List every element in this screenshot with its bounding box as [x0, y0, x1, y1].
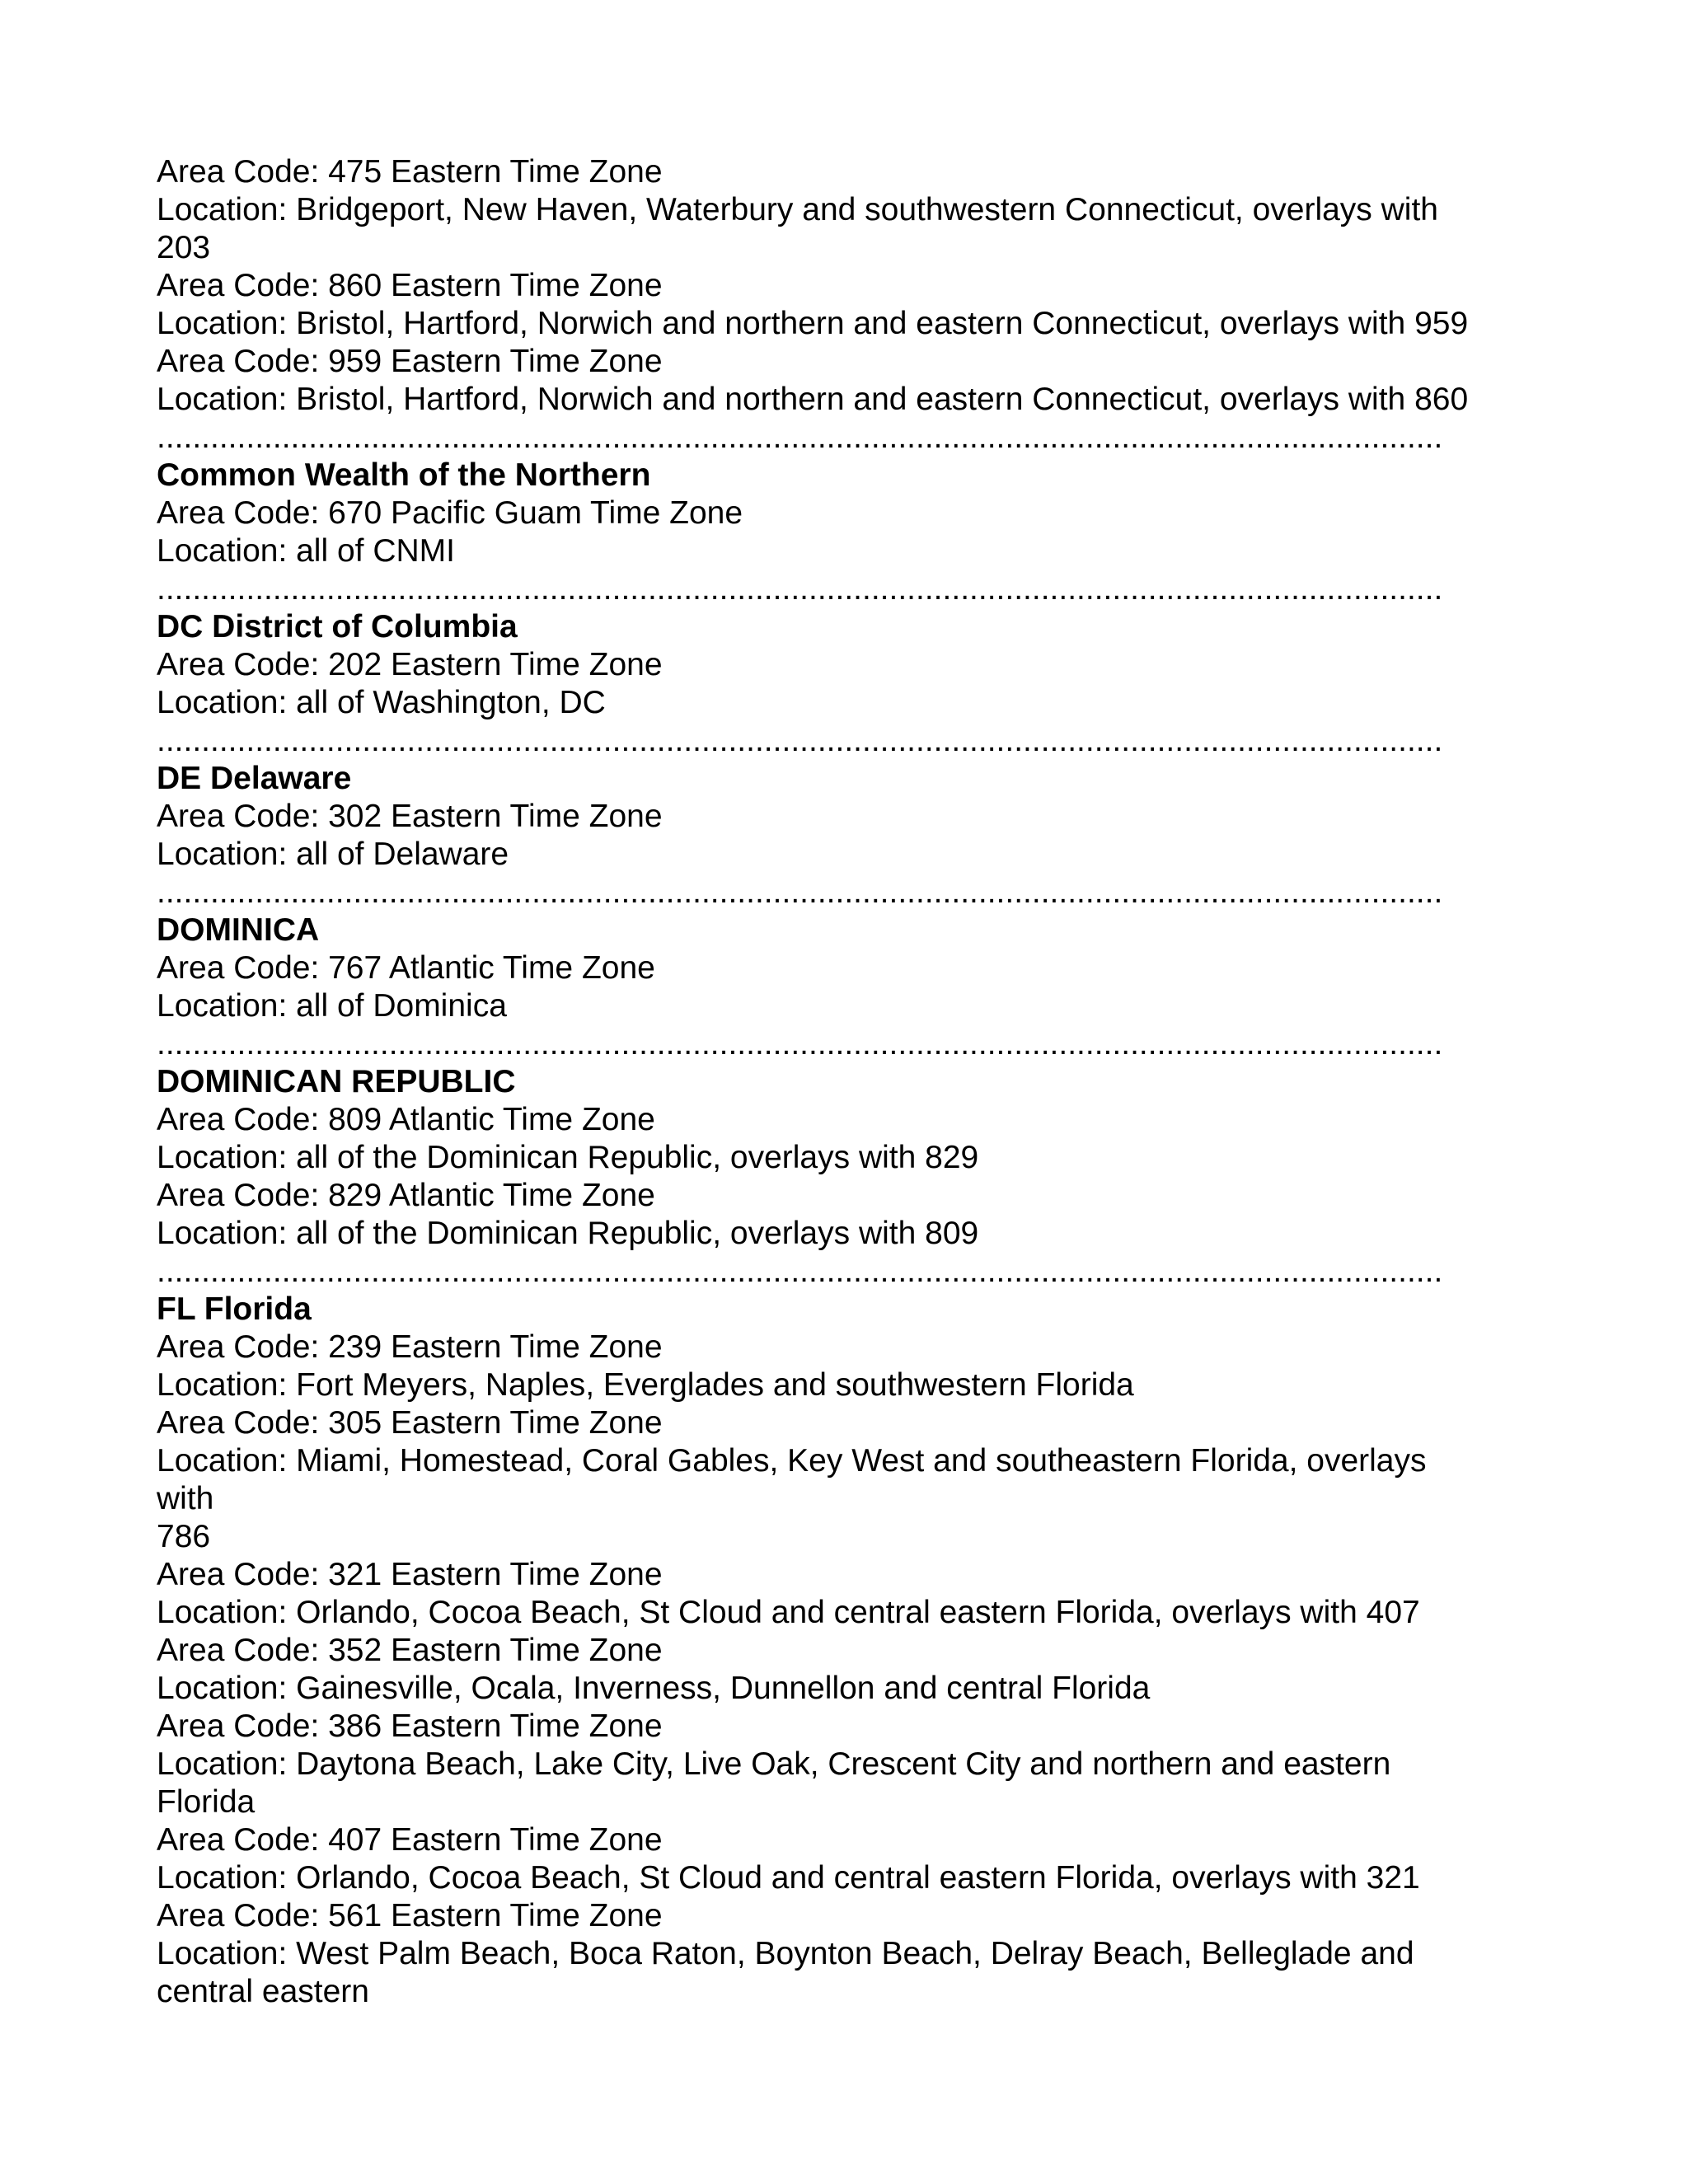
location-line: Location: Bristol, Hartford, Norwich and northern and eastern Connecticut, overlays with 860	[157, 382, 1469, 417]
location-line: Location: Orlando, Cocoa Beach, St Cloud and central eastern Florida, overlays with 321	[157, 1860, 1420, 1896]
location-line: Location: Gainesville, Ocala, Inverness, Dunnellon and central Florida	[157, 1671, 1151, 1706]
continuation-line: 786	[157, 1519, 211, 1554]
area-code-line: Area Code: 305 Eastern Time Zone	[157, 1405, 663, 1441]
location-line: Location: all of Delaware	[157, 837, 509, 872]
area-code-line: Area Code: 561 Eastern Time Zone	[157, 1898, 663, 1933]
area-code-line: Area Code: 302 Eastern Time Zone	[157, 799, 663, 834]
section-heading: DC District of Columbia	[157, 609, 518, 644]
section-separator: ................................................................................................................................................	[157, 419, 1443, 455]
continuation-line: 203	[157, 230, 211, 265]
area-code-line: Area Code: 407 Eastern Time Zone	[157, 1822, 663, 1858]
location-line: Location: all of Dominica	[157, 988, 507, 1024]
location-line: Location: all of CNMI	[157, 533, 455, 569]
area-code-line: Area Code: 670 Pacific Guam Time Zone	[157, 495, 743, 531]
area-code-line: Area Code: 386 Eastern Time Zone	[157, 1708, 663, 1744]
area-code-line: Area Code: 321 Eastern Time Zone	[157, 1557, 663, 1592]
area-code-line: Area Code: 860 Eastern Time Zone	[157, 268, 663, 303]
section-separator: ................................................................................................................................................	[157, 1026, 1443, 1062]
continuation-line: central eastern	[157, 1974, 369, 2009]
location-line: Location: Daytona Beach, Lake City, Live Oak, Crescent City and northern and eastern	[157, 1746, 1391, 1782]
section-heading: Common Wealth of the Northern	[157, 457, 651, 493]
area-code-line: Area Code: 475 Eastern Time Zone	[157, 154, 663, 190]
section-heading: DOMINICA	[157, 912, 320, 948]
area-code-line: Area Code: 829 Atlantic Time Zone	[157, 1178, 655, 1213]
location-line: Location: Orlando, Cocoa Beach, St Cloud and central eastern Florida, overlays with 407	[157, 1595, 1420, 1630]
section-heading: DE Delaware	[157, 761, 352, 796]
location-line: Location: Bristol, Hartford, Norwich and northern and eastern Connecticut, overlays with 959	[157, 306, 1469, 341]
location-line: Location: all of the Dominican Republic, overlays with 829	[157, 1140, 979, 1175]
section-separator: ................................................................................................................................................	[157, 571, 1443, 607]
document-body	[157, 153, 1525, 2011]
location-line: Location: all of Washington, DC	[157, 685, 606, 720]
area-code-line: Area Code: 202 Eastern Time Zone	[157, 647, 663, 682]
location-line: Location: West Palm Beach, Boca Raton, Boynton Beach, Delray Beach, Belleglade and	[157, 1936, 1414, 1971]
section-separator: ................................................................................................................................................	[157, 723, 1443, 758]
location-line: Location: Miami, Homestead, Coral Gables, Key West and southeastern Florida, overlays	[157, 1443, 1427, 1479]
area-code-line: Area Code: 959 Eastern Time Zone	[157, 344, 663, 379]
section-heading: DOMINICAN REPUBLIC	[157, 1064, 516, 1099]
area-code-line: Area Code: 809 Atlantic Time Zone	[157, 1102, 655, 1137]
section-separator: ................................................................................................................................................	[157, 1254, 1443, 1289]
area-code-line: Area Code: 239 Eastern Time Zone	[157, 1329, 663, 1365]
location-line: Location: all of the Dominican Republic, overlays with 809	[157, 1216, 979, 1251]
location-line: Location: Bridgeport, New Haven, Waterbury and southwestern Connecticut, overlays with	[157, 192, 1438, 227]
continuation-line: with	[157, 1481, 214, 1516]
location-line: Location: Fort Meyers, Naples, Everglades and southwestern Florida	[157, 1367, 1134, 1403]
continuation-line: Florida	[157, 1784, 256, 1820]
section-heading: FL Florida	[157, 1291, 312, 1327]
section-separator: ................................................................................................................................................	[157, 874, 1443, 910]
area-code-line: Area Code: 767 Atlantic Time Zone	[157, 950, 655, 986]
area-code-line: Area Code: 352 Eastern Time Zone	[157, 1633, 663, 1668]
